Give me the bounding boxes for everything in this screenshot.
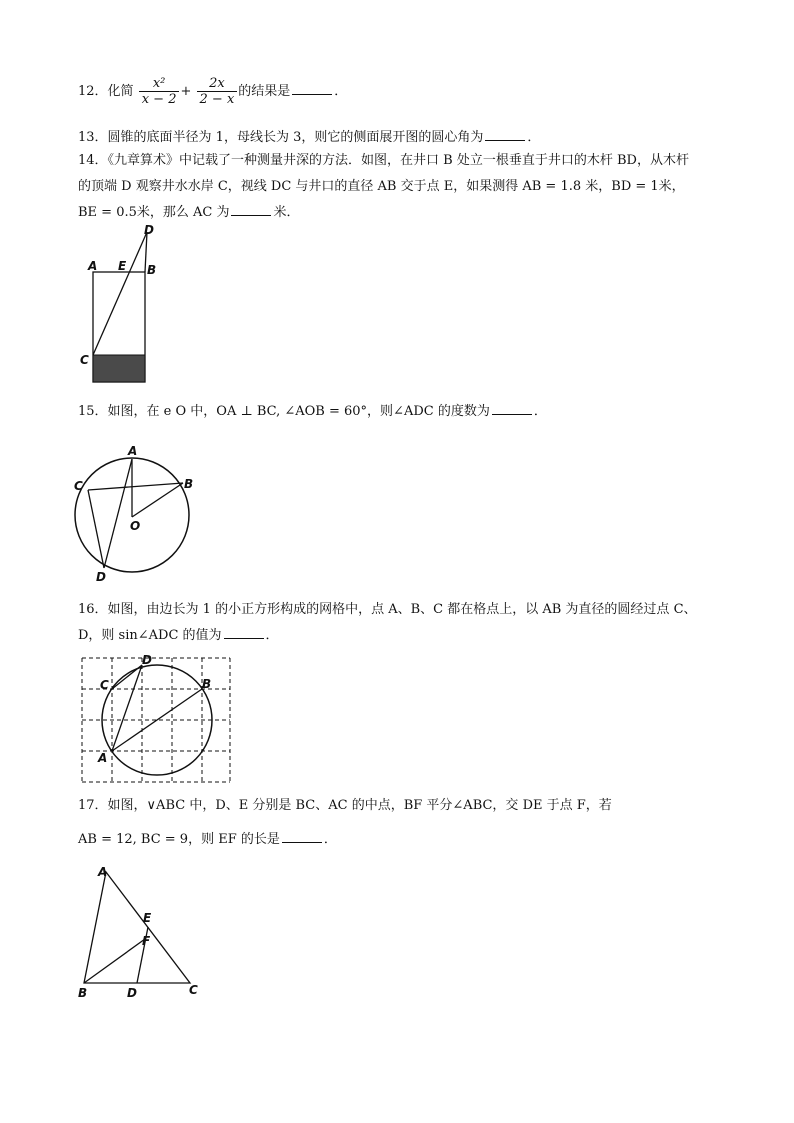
q15-text: 15．如图，在 e O 中，OA ⊥ BC, ∠AOB = 60°，则∠ADC 的度数为 bbox=[78, 404, 490, 419]
q12-answer-blank bbox=[292, 82, 332, 95]
question-14-line-1: 14．《九章算术》中记载了一种测量井深的方法．如图，在井口 B 处立一根垂直于井口的木杆 BD，从木杆 bbox=[78, 153, 689, 168]
q12-fraction-2-numerator: 2x bbox=[197, 76, 238, 92]
question-15 bbox=[78, 402, 547, 421]
q15-segment-ad bbox=[104, 459, 132, 568]
q17-label-e: E bbox=[143, 911, 152, 925]
q16-end: ． bbox=[265, 628, 279, 643]
q16-answer-blank bbox=[224, 626, 264, 639]
q17-label-c: C bbox=[189, 983, 198, 997]
q15-chord-bc bbox=[88, 483, 183, 490]
q17-answer-blank bbox=[282, 830, 322, 843]
q12-fraction-1-denominator: x − 2 bbox=[141, 92, 177, 107]
q17-label-f: F bbox=[142, 934, 151, 948]
q13-answer-blank bbox=[485, 128, 525, 141]
q14-label-e: E bbox=[118, 259, 127, 273]
q15-answer-blank bbox=[492, 402, 532, 415]
q13-text: 13．圆锥的底面半径为 1，母线长为 3，则它的侧面展开图的圆心角为 bbox=[78, 130, 484, 145]
q12-fraction-1 bbox=[139, 76, 180, 107]
q14-label-a: A bbox=[88, 259, 98, 273]
q14-sightline-dc bbox=[93, 232, 147, 355]
q15-label-d: D bbox=[96, 570, 106, 584]
q14-well-figure bbox=[70, 222, 170, 387]
q12-end: ． bbox=[334, 84, 348, 99]
q14-answer-blank bbox=[231, 203, 271, 216]
q16-line-2-text: D，则 sin∠ADC 的值为 bbox=[78, 628, 222, 643]
q16-label-d: D bbox=[142, 653, 152, 667]
q17-triangle-figure bbox=[72, 860, 212, 1000]
q12-fraction-2-denominator: 2 − x bbox=[199, 92, 235, 107]
q15-label-c: C bbox=[74, 479, 83, 493]
q12-fraction-1-numerator: x² bbox=[139, 76, 180, 92]
q17-label-d: D bbox=[127, 986, 137, 1000]
q16-grid-figure bbox=[76, 652, 236, 788]
q16-label-b: B bbox=[202, 677, 212, 691]
q15-label-o: O bbox=[130, 519, 141, 533]
q17-end: ． bbox=[323, 832, 337, 847]
q17-label-b: B bbox=[78, 986, 88, 1000]
question-12 bbox=[78, 76, 347, 107]
q15-circle-figure bbox=[68, 440, 208, 585]
q16-label-c: C bbox=[100, 678, 109, 692]
q15-segment-cd bbox=[88, 490, 104, 568]
q14-label-b: B bbox=[147, 263, 157, 277]
q17-label-a: A bbox=[98, 865, 108, 879]
q12-number: 12． bbox=[78, 84, 108, 99]
q12-plus: + bbox=[180, 84, 192, 99]
q12-prefix: 化简 bbox=[107, 84, 134, 99]
question-17-line-1: 17．如图，∨ABC 中，D、E 分别是 BC、AC 的中点，BF 平分∠ABC，交 DE 于点 F，若 bbox=[78, 798, 612, 813]
q14-label-c: C bbox=[80, 353, 89, 367]
q17-bisector-bf bbox=[84, 939, 145, 983]
question-14-line-2: 的顶端 D 观察井水水岸 C，视线 DC 与井口的直径 AB 交于点 E，如果测得 AB = 1.8 米，BD = 1米， bbox=[78, 179, 685, 194]
q15-label-a: A bbox=[128, 444, 138, 458]
question-17-line-2 bbox=[78, 830, 337, 849]
q15-end: ． bbox=[533, 404, 547, 419]
q17-line-2-text: AB = 12, BC = 9，则 EF 的长是 bbox=[78, 832, 280, 847]
q17-triangle-abc bbox=[84, 872, 190, 983]
q12-fraction-2 bbox=[197, 76, 238, 107]
q14-label-d: D bbox=[144, 223, 154, 237]
q14-water bbox=[93, 355, 145, 382]
question-14-line-3 bbox=[78, 203, 300, 222]
question-16-line-2 bbox=[78, 626, 279, 645]
question-16-line-1: 16．如图，由边长为 1 的小正方形构成的网格中，点 A、B、C 都在格点上，以 AB 为直径的圆经过点 C、 bbox=[78, 602, 697, 617]
q15-label-b: B bbox=[184, 477, 194, 491]
q14-line-3-end: 米． bbox=[273, 205, 300, 220]
q16-segment-ad bbox=[112, 665, 142, 751]
q15-segment-ob bbox=[132, 483, 183, 517]
question-13 bbox=[78, 128, 540, 147]
q13-end: ． bbox=[527, 130, 541, 145]
q14-line-3-text: BE = 0.5米，那么 AC 为 bbox=[78, 205, 230, 220]
q16-label-a: A bbox=[98, 751, 108, 765]
q12-suffix: 的结果是 bbox=[238, 84, 291, 99]
